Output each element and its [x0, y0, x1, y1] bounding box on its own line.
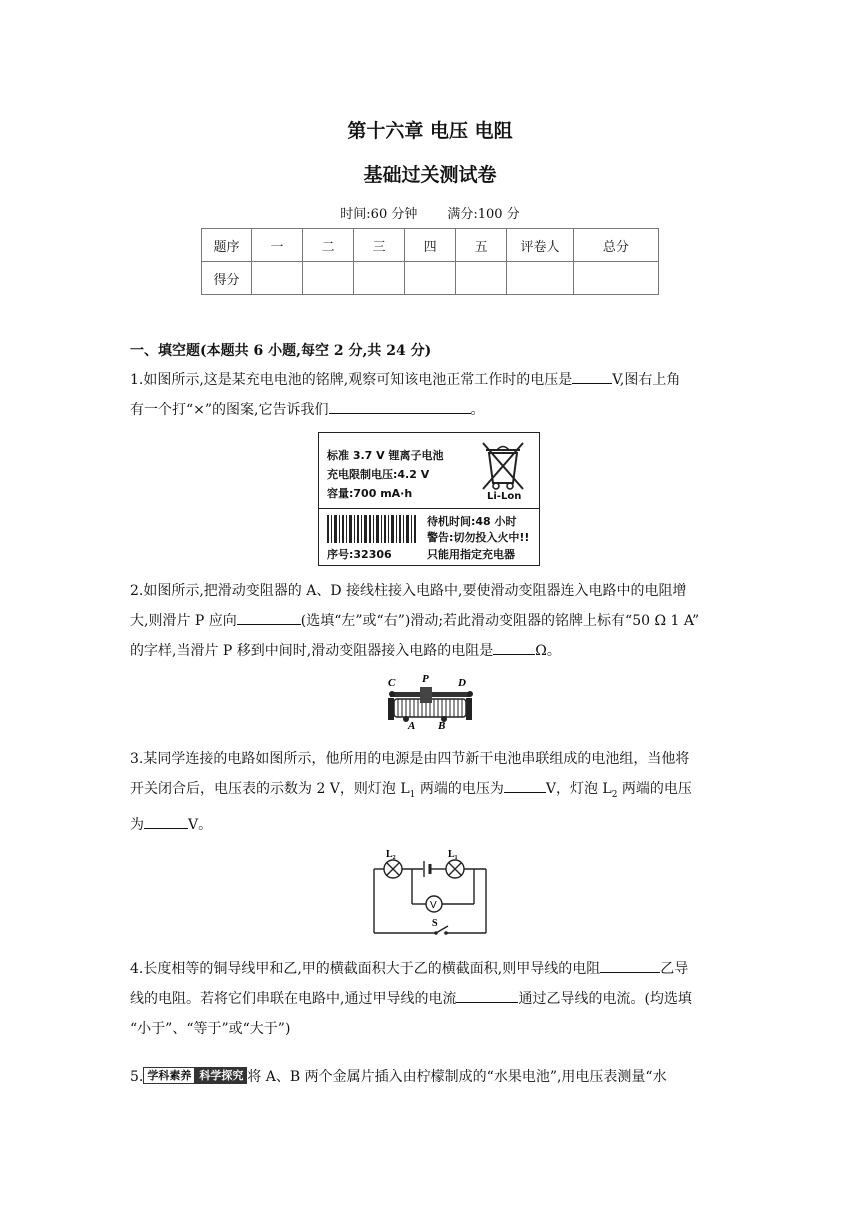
badge-science-inquiry: 科学探究: [195, 1067, 247, 1084]
chapter-title: 第十六章 电压 电阻: [347, 120, 513, 142]
question-4: [130, 954, 732, 1044]
q3-subscript: 1: [409, 789, 416, 800]
nameplate-charge-limit: 充电限制电压:4.2 V: [327, 468, 430, 481]
q3-text: 两端的电压: [617, 781, 692, 797]
q1-blank-1[interactable]: [572, 367, 612, 384]
q4-line-1: [130, 954, 732, 984]
score-cell[interactable]: [573, 262, 658, 295]
score-cell[interactable]: [354, 262, 405, 295]
score-header-cell: 一: [252, 229, 303, 262]
q3-text: 两端的电压为: [415, 781, 504, 797]
lamp-l2-label: L₂: [386, 849, 396, 860]
q2-blank-2[interactable]: [493, 638, 535, 655]
nameplate-warning: 警告:切勿投入火中!!: [427, 531, 530, 544]
slider-p[interactable]: [420, 687, 432, 703]
q5-number: 5.: [130, 1069, 144, 1085]
terminal-c-label: C: [388, 677, 396, 689]
slider-p-label: P: [422, 673, 429, 685]
q3-line-2: [130, 774, 732, 810]
q5-line-1: [130, 1062, 732, 1092]
q2-line-1: 2.如图所示,把滑动变阻器的 A、D 接线柱接入电路中,要使滑动变阻器连入电路中的电阻增: [130, 583, 687, 599]
q2-text: 大,则滑片 P 应向: [130, 613, 237, 629]
score-table-header-row: [202, 229, 659, 262]
terminal-b-label: B: [438, 720, 446, 730]
crossed-bin-icon: [477, 437, 529, 493]
q1-line-2: [130, 395, 732, 425]
nameplate-charger-note: 只能用指定充电器: [427, 548, 515, 561]
q4-line-2: [130, 984, 732, 1014]
q1-text: 有一个打“×”的图案,它告诉我们: [130, 402, 329, 418]
score-cell[interactable]: [405, 262, 456, 295]
score-header-cell: 题序: [202, 229, 252, 262]
nameplate-capacity: 容量:700 mA·h: [327, 487, 413, 500]
q1-text: V,图右上角: [612, 372, 681, 388]
battery-nameplate-figure: [318, 432, 540, 566]
score-header-cell: 五: [456, 229, 507, 262]
battery-symbol: [424, 861, 430, 877]
score-cell[interactable]: [456, 262, 507, 295]
score-header-cell: 二: [303, 229, 354, 262]
score-header-cell: 评卷人: [507, 229, 574, 262]
q2-blank-1[interactable]: [237, 608, 301, 625]
score-table-score-row: [202, 262, 659, 295]
q4-blank-1[interactable]: [600, 956, 660, 973]
rheostat-figure: [384, 672, 478, 730]
question-1: [130, 365, 732, 425]
terminal-a-label: A: [408, 720, 416, 730]
q4-text: 乙导: [660, 961, 689, 977]
voltmeter-label: V: [430, 900, 437, 911]
circuit-diagram: [366, 842, 496, 942]
score-cell[interactable]: [303, 262, 354, 295]
q3-text: V，灯泡 L: [545, 781, 612, 797]
q2-line-3: [130, 636, 732, 666]
q2-text: Ω。: [535, 643, 561, 659]
score-row-label: 得分: [202, 262, 252, 295]
barcode-icon: [327, 515, 417, 543]
q4-line-3: “小于”、“等于”或“大于”): [130, 1021, 291, 1037]
section-fill-in-title: 一、填空题(本题共 6 小题,每空 2 分,共 24 分): [130, 343, 432, 359]
score-cell[interactable]: [507, 262, 574, 295]
q2-text: 的字样,当滑片 P 移到中间时,滑动变阻器接入电路的电阻是: [130, 643, 494, 659]
q3-text: 为: [130, 816, 144, 833]
q3-subscript: 2: [611, 789, 618, 800]
q3-text: 开关闭合后，电压表的示数为 2 V，则灯泡 L: [130, 781, 410, 797]
badge-subject-literacy: 学科素养: [143, 1067, 195, 1084]
nameplate-voltage: 标准 3.7 V 锂离子电池: [327, 449, 444, 462]
q3-blank-1[interactable]: [504, 776, 546, 793]
question-3: [130, 744, 732, 840]
q4-text: 通过乙导线的电流。(均选填: [518, 991, 692, 1007]
lamp-l1-label: L₁: [448, 849, 458, 860]
score-header-cell: 四: [405, 229, 456, 262]
time-limit: 时间:60 分钟: [340, 207, 418, 222]
nameplate-logo-text: Li-Lon: [487, 491, 522, 502]
nameplate-standby: 待机时间:48 小时: [427, 515, 517, 528]
q4-text: 线的电阻。若将它们串联在电路中,通过甲导线的电流: [130, 991, 457, 1007]
q2-line-2: [130, 606, 732, 636]
switch-label: S: [432, 918, 438, 929]
lamp-l2-symbol: [384, 860, 402, 878]
q3-text: V。: [188, 816, 213, 833]
nameplate-top: [319, 433, 539, 509]
q2-text: (选填“左”或“右”)滑动;若此滑动变阻器的铭牌上标有“50 Ω 1 A”: [300, 613, 700, 629]
score-table: [201, 228, 659, 295]
q1-blank-2[interactable]: [329, 397, 471, 414]
question-2: [130, 576, 732, 666]
full-score: 满分:100 分: [447, 207, 520, 222]
q3-line-1: 3.某同学连接的电路如图所示，他所用的电源是由四节新干电池串联组成的电池组，当他将: [130, 751, 690, 767]
nameplate-serial: 序号:32306: [327, 548, 392, 561]
q3-blank-2[interactable]: [144, 812, 188, 829]
q4-blank-2[interactable]: [456, 986, 518, 1003]
score-header-cell: 三: [354, 229, 405, 262]
q5-text: 将 A、B 两个金属片插入由柠檬制成的“水果电池”,用电压表测量“水: [247, 1069, 667, 1085]
voltmeter-symbol: [426, 896, 442, 912]
q1-text: 1.如图所示,这是某充电电池的铭牌,观察可知该电池正常工作时的电压是: [130, 372, 573, 388]
exam-meta: [0, 203, 860, 222]
terminal-d-label: D: [458, 677, 466, 689]
question-5: [130, 1062, 732, 1092]
q1-text: 。: [470, 402, 485, 418]
score-header-cell: 总分: [573, 229, 658, 262]
q4-text: 4.长度相等的铜导线甲和乙,甲的横截面积大于乙的横截面积,则甲导线的电阻: [130, 961, 601, 977]
test-subtitle: 基础过关测试卷: [363, 164, 497, 186]
lamp-l1-symbol: [446, 860, 464, 878]
q1-line-1: [130, 365, 732, 395]
score-cell[interactable]: [252, 262, 303, 295]
q3-line-3: [130, 810, 732, 840]
